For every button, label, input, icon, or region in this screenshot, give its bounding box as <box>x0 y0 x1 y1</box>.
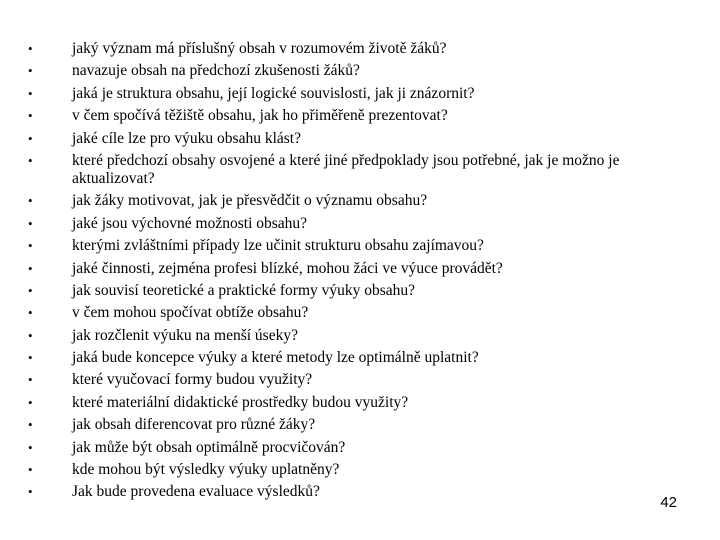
bullet-icon: • <box>28 394 33 410</box>
list-item-text: jaká je struktura obsahu, její logické souvislosti, jak ji znázornit? <box>72 84 475 102</box>
list-item-text: jak může být obsah optimálně procvičován? <box>72 438 346 456</box>
list-item <box>28 107 698 125</box>
list-item <box>28 130 698 148</box>
list-item-text: kde mohou být výsledky výuky uplatněny? <box>72 461 340 479</box>
list-item <box>28 304 698 322</box>
list-item <box>28 62 698 80</box>
list-item <box>28 40 698 58</box>
bullet-icon: • <box>28 130 33 146</box>
bullet-icon: • <box>28 85 33 101</box>
list-item-text: Jak bude provedena evaluace výsledků? <box>72 483 320 501</box>
list-item-text: jak žáky motivovat, jak je přesvědčit o významu obsahu? <box>72 192 428 210</box>
list-item <box>28 439 698 457</box>
bullet-icon: • <box>28 41 33 56</box>
bullet-icon: • <box>28 439 33 455</box>
list-item-text: navazuje obsah na předchozí zkušenosti žáků? <box>72 62 360 80</box>
list-item <box>28 260 698 278</box>
list-item <box>28 461 698 479</box>
bullet-icon: • <box>28 238 33 254</box>
bullet-icon: • <box>28 484 33 500</box>
list-item-text: jak obsah diferencovat pro různé žáky? <box>72 416 316 434</box>
list-item <box>28 371 698 389</box>
list-item-text: jaké cíle lze pro výuku obsahu klást? <box>72 129 301 147</box>
question-list <box>28 40 698 506</box>
bullet-icon: • <box>28 63 33 79</box>
list-item <box>28 152 698 188</box>
list-item <box>28 237 698 255</box>
bullet-icon: • <box>28 282 33 298</box>
list-item-text: jaký význam má příslušný obsah v rozumovém životě žáků? <box>72 40 447 57</box>
list-item <box>28 349 698 367</box>
list-item-text: jak rozčlenit výuku na menší úseky? <box>72 326 298 344</box>
list-item <box>28 85 698 103</box>
list-item <box>28 192 698 210</box>
list-item-text: které předchozí obsahy osvojené a které jiné předpoklady jsou potřebné, jak je možno je aktualizovat? <box>72 151 620 187</box>
list-item-text: které materiální didaktické prostředky budou využity? <box>72 393 409 411</box>
bullet-icon: • <box>28 108 33 124</box>
list-item <box>28 282 698 300</box>
list-item-text: jak souvisí teoretické a praktické formy výuky obsahu? <box>72 281 416 299</box>
list-item <box>28 483 698 501</box>
bullet-icon: • <box>28 215 33 231</box>
list-item <box>28 215 698 233</box>
page-number: 42 <box>660 494 677 511</box>
list-item <box>28 394 698 412</box>
bullet-icon: • <box>28 417 33 433</box>
bullet-icon: • <box>28 260 33 276</box>
list-item-text: v čem mohou spočívat obtíže obsahu? <box>72 304 309 322</box>
bullet-icon: • <box>28 462 33 478</box>
list-item-text: které vyučovací formy budou využity? <box>72 371 313 389</box>
list-item <box>28 416 698 434</box>
list-item-text: jaké jsou výchovné možnosti obsahu? <box>72 214 308 232</box>
bullet-icon: • <box>28 152 33 168</box>
bullet-icon: • <box>28 193 33 209</box>
list-item-text: jaké činnosti, zejména profesi blízké, mohou žáci ve výuce provádět? <box>72 259 503 277</box>
list-item-text: v čem spočívá těžiště obsahu, jak ho přiměřeně prezentovat? <box>72 107 448 125</box>
list-item-text: jaká bude koncepce výuky a které metody lze optimálně uplatnit? <box>72 349 479 367</box>
list-item <box>28 327 698 345</box>
bullet-icon: • <box>28 372 33 388</box>
list-item-text: kterými zvláštními případy lze učinit strukturu obsahu zajímavou? <box>72 237 484 255</box>
bullet-icon: • <box>28 305 33 321</box>
bullet-icon: • <box>28 327 33 343</box>
bullet-icon: • <box>28 350 33 366</box>
